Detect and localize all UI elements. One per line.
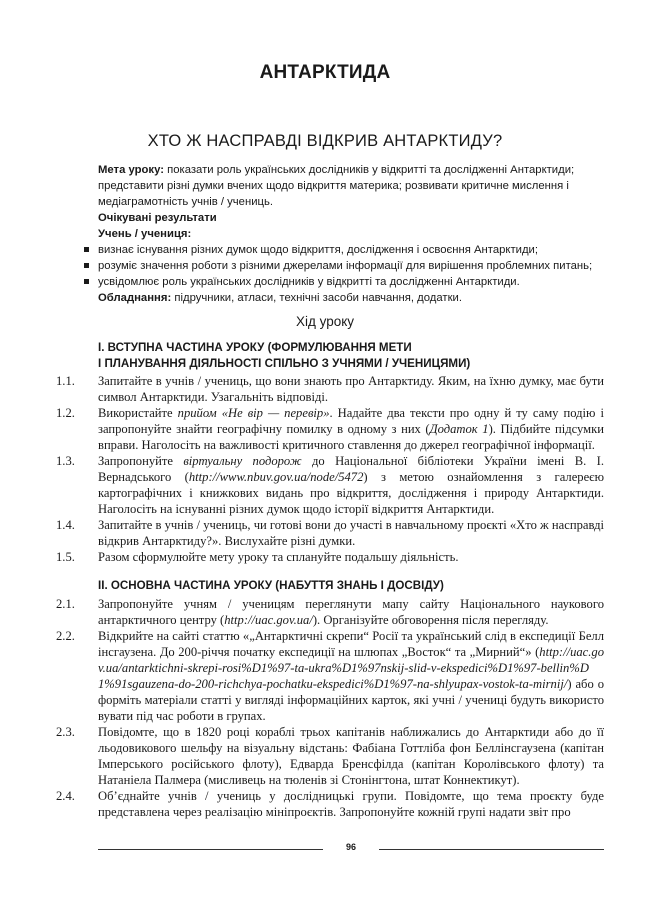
goal-label: Мета уроку: [98,164,164,176]
expected-results-list [98,242,604,290]
list-item: 1.4. Запитайте в учнів / учениць, чи готові вони до участі в навчальному проєкті «Хто ж насправді відкрив Антарктиду?». Вислухайте різні думки. [56,518,604,548]
list-item: 2.4. Об’єднайте учнів / учениць у дослідницькі групи. Повідомте, що тема проєкту буде представлена через реалізацію мініпроєктів. Запропонуйте кожній групі надати звіт про [56,789,604,819]
page-footer [98,842,604,856]
equipment [98,290,604,306]
lesson-title: ХТО Ж НАСПРАВДІ ВІДКРИВ АНТАРКТИДУ? [147,132,503,150]
lesson-intro [98,162,604,306]
lesson-course-heading: Хід уроку [295,314,355,329]
bullet-square-icon [84,279,89,284]
list-item: 1.5. Разом сформулюйте мету уроку та сплануйте подальшу діяльність. [56,550,459,564]
section-2-items [56,596,604,820]
page-title: АНТАРКТИДА [259,62,391,83]
list-item: визнає існування різних думок щодо відкриття, дослідження і освоєння Антарктиди; [84,242,604,258]
section-1-heading: І. ВСТУПНА ЧАСТИНА УРОКУ (ФОРМУЛЮВАННЯ МЕТИ І ПЛАНУВАННЯ ДІЯЛЬНОСТІ СПІЛЬНО З УЧНЯМИ / УЧЕНИЦЯМИ) [98,341,471,370]
list-item: 2.3. Повідомте, що в 1820 році кораблі трьох капітанів наближались до Антарктиди або до її льодовикового шельфу на візуальну відстань: Фабіана Готтліба фон Беллінсгаузена (капітан Імперського російського флоту), Едварда Бренсфілда (капітан Королівського флоту) та Натаніела Палмера (мисливець на тюленів зі Стонінгтона, штат Коннектикут). [56,725,604,787]
list-item: 2.2. Відкрийте на сайті статтю «„Антарктичні скрепи“ Росії та український слід в експедиції Беллінсгаузена. До 200-річчя початку експедиції на шлюпах „Восток“ та „Мирний“» (http://uac.gov.ua/antarktichni-skrepi-rosi%D1%97-ta-ukra%D1%97nskij-slid-v-ekspedici%D1%97-bellin%D1%91sgauzena-do-200-richchya-pochatku-ekspedici%D1%97-na-shlyupax-vostok-ta-mirnij/) або оформіть матеріали статті у вигляді інформаційних карток, які учні / учениці будуть використовувати під час роботи в групах. [56,629,604,723]
equipment-label: Обладнання: [98,292,172,304]
list-item: усвідомлює роль українських дослідників у відкритті та дослідженні Антарктиди. [84,274,604,290]
section-1-items [56,373,604,565]
page-number: 96 [345,842,356,852]
list-item: 1.2. Використайте прийом «Не вір — перевір». Надайте два тексти про одну й ту саму подію і запропонуйте знайти географічну помилку в одному з них (Додаток 1). Підбийте підсумки вправи. Наголосіть на важливості критичного ставлення до джерел географічної інформації. [56,406,605,452]
list-item: 2.1. Запропонуйте учням / ученицям переглянути мапу сайту Національного наукового антарктичного центру (http://uac.gov.ua/). Організуйте обговорення після перегляду. [56,597,604,627]
list-item: 1.3. Запропонуйте віртуальну подорож до Національної бібліотеки України імені В. І. Вернадського (http://www.nbuv.gov.ua/node/5472) з метою ознайомлення з галереєю картографічних і книжкових видань про відкриття, дослідження і природу Антарктиди. Наголосіть на існуванні різних думок щодо історії відкриття Антарктиди. [56,454,604,516]
bullet-square-icon [84,263,89,268]
goal-text: показати роль українських дослідників у відкритті та дослідженні Антарктиди; представити різні думки вчених щодо відкриття материка; розвивати критичне мислення і медіаграмотність учнів / учениць. [98,164,575,208]
section-2-heading: ІІ. ОСНОВНА ЧАСТИНА УРОКУ (НАБУТТЯ ЗНАНЬ І ДОСВІДУ) [98,579,444,592]
equipment-text: підручники, атласи, технічні засоби навчання, додатки. [171,292,462,304]
footer-rule-right [379,849,604,850]
list-item: 1.1. Запитайте в учнів / учениць, що вони знають про Антарктиду. Яким, на їхню думку, має бути символ Антарктиди. Узагальніть відповіді. [56,374,604,404]
list-item: розуміє значення роботи з різними джерелами інформації для вирішення проблемних питань; [84,258,604,274]
lesson-goal [98,162,604,210]
student-label: Учень / учениця: [98,228,192,240]
expected-results-label: Очікувані результати [98,212,217,224]
bullet-square-icon [84,247,89,252]
